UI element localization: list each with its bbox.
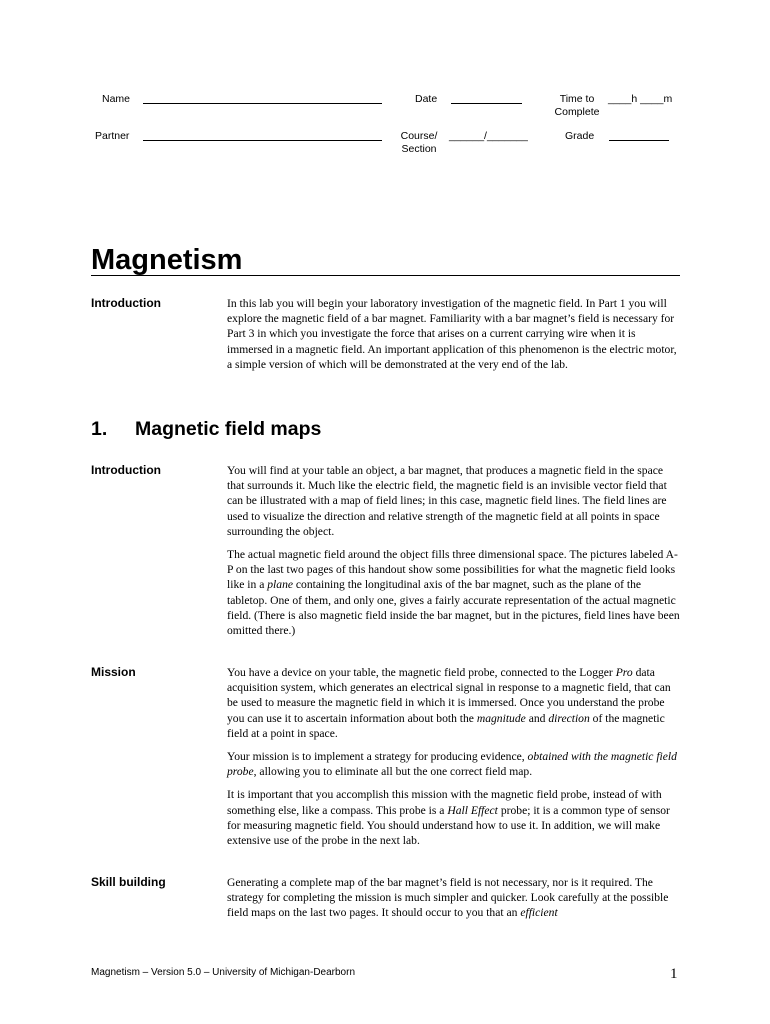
mission-text <box>227 665 682 848</box>
course-section-label: Course/ Section <box>400 130 438 155</box>
page-number: 1 <box>670 966 678 982</box>
skill-building-text <box>227 875 682 921</box>
intro-paragraph: In this lab you will begin your laboratory investigation of the magnetic field. In Part 1 you will explore the magnetic field of a bar magnet. Familiarity with a bar magnet’s field is necessary for Part 3 in which you investigate the force that arises on a current carrying wire when it is immersed in a magnetic field. An important application of this phenomenon is the electric motor, a simple version of which will be demonstrated at the very end of the lab. <box>227 297 677 371</box>
time-to-complete-field[interactable]: ____h ____m <box>608 93 673 105</box>
partner-label: Partner <box>95 130 130 142</box>
name-field[interactable] <box>143 103 382 104</box>
section-intro-label: Introduction <box>91 463 161 477</box>
partner-field[interactable] <box>143 140 382 141</box>
section-number: 1. <box>91 418 108 440</box>
name-label: Name <box>102 93 131 105</box>
section-heading <box>91 417 321 441</box>
date-label: Date <box>415 93 438 105</box>
mission-paragraph-3: It is important that you accomplish this mission with the magnetic field probe, instead of with something else, like a compass. This probe is a Hall Effect probe; it is a common type of sensor for measuring magnetic field. You should understand how to use it. In addition, we will make extensive use of the probe in the next lab. <box>227 788 670 848</box>
mission-paragraph-1: You have a device on your table, the magnetic field probe, connected to the Logger Pro data acquisition system, which generates an electrical signal in response to a magnetic field, that can be used to measure the magnetic field in which it is immersed. Once you understand the probe you can use it to ascertain information about both the magnitude and direction of the magnetic field at a point in space. <box>227 666 671 740</box>
grade-field[interactable] <box>609 140 669 141</box>
section-title: Magnetic field maps <box>135 418 322 440</box>
footer-text: Magnetism – Version 5.0 – University of Michigan-Dearborn <box>91 967 356 978</box>
skill-building-label: Skill building <box>91 875 166 889</box>
time-to-complete-label: Time to Complete <box>554 93 600 118</box>
grade-label: Grade <box>565 130 595 142</box>
section-intro-paragraph-2: The actual magnetic field around the object fills three dimensional space. The pictures labeled A-P on the last two pages of this handout show some possibilities for what the magnetic field looks like in a plane containing the longitudinal axis of the bar magnet, such as the plane of the tabletop. One of them, and only one, gives a fairly accurate representation of the actual magnetic field. (There is also magnetic field inside the bar magnet, but in the pictures, field lines have been omitted there.) <box>227 548 680 638</box>
title-divider <box>91 275 680 276</box>
mission-label: Mission <box>91 665 136 679</box>
skill-building-paragraph: Generating a complete map of the bar magnet’s field is not necessary, nor is it required. The strategy for completing the mission is much simpler and quicker. Look carefully at the possible field maps on the last two pages. It should occur to you that an efficient <box>227 876 669 920</box>
page-title: Magnetism <box>91 244 243 276</box>
course-section-field[interactable]: ______/_______ <box>449 130 528 142</box>
date-field[interactable] <box>451 103 522 104</box>
section-intro-paragraph-1: You will find at your table an object, a bar magnet, that produces a magnetic field in the space that surrounds it. Much like the electric field, the magnetic field is an invisible vector field that can be illustrated with a map of field lines; in this case, magnetic field lines. The field lines are used to visualize the direction and relative strength of the magnetic field at all points in space surrounding the object. <box>227 464 667 538</box>
mission-paragraph-2: Your mission is to implement a strategy for producing evidence, obtained with the magnetic field probe, allowing you to eliminate all but the one correct field map. <box>227 750 677 779</box>
section-intro-text <box>227 463 682 638</box>
intro-label: Introduction <box>91 296 161 310</box>
